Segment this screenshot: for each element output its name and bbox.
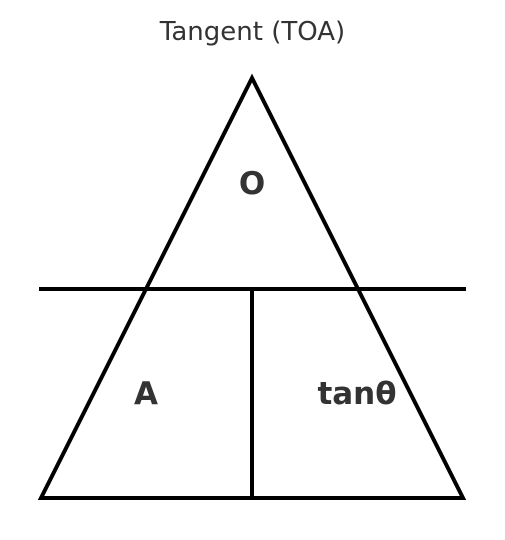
diagram-title: Tangent (TOA) xyxy=(159,17,346,47)
label-opposite: O xyxy=(238,166,266,202)
label-tan-theta: tanθ xyxy=(317,376,397,412)
label-adjacent: A xyxy=(134,376,158,412)
